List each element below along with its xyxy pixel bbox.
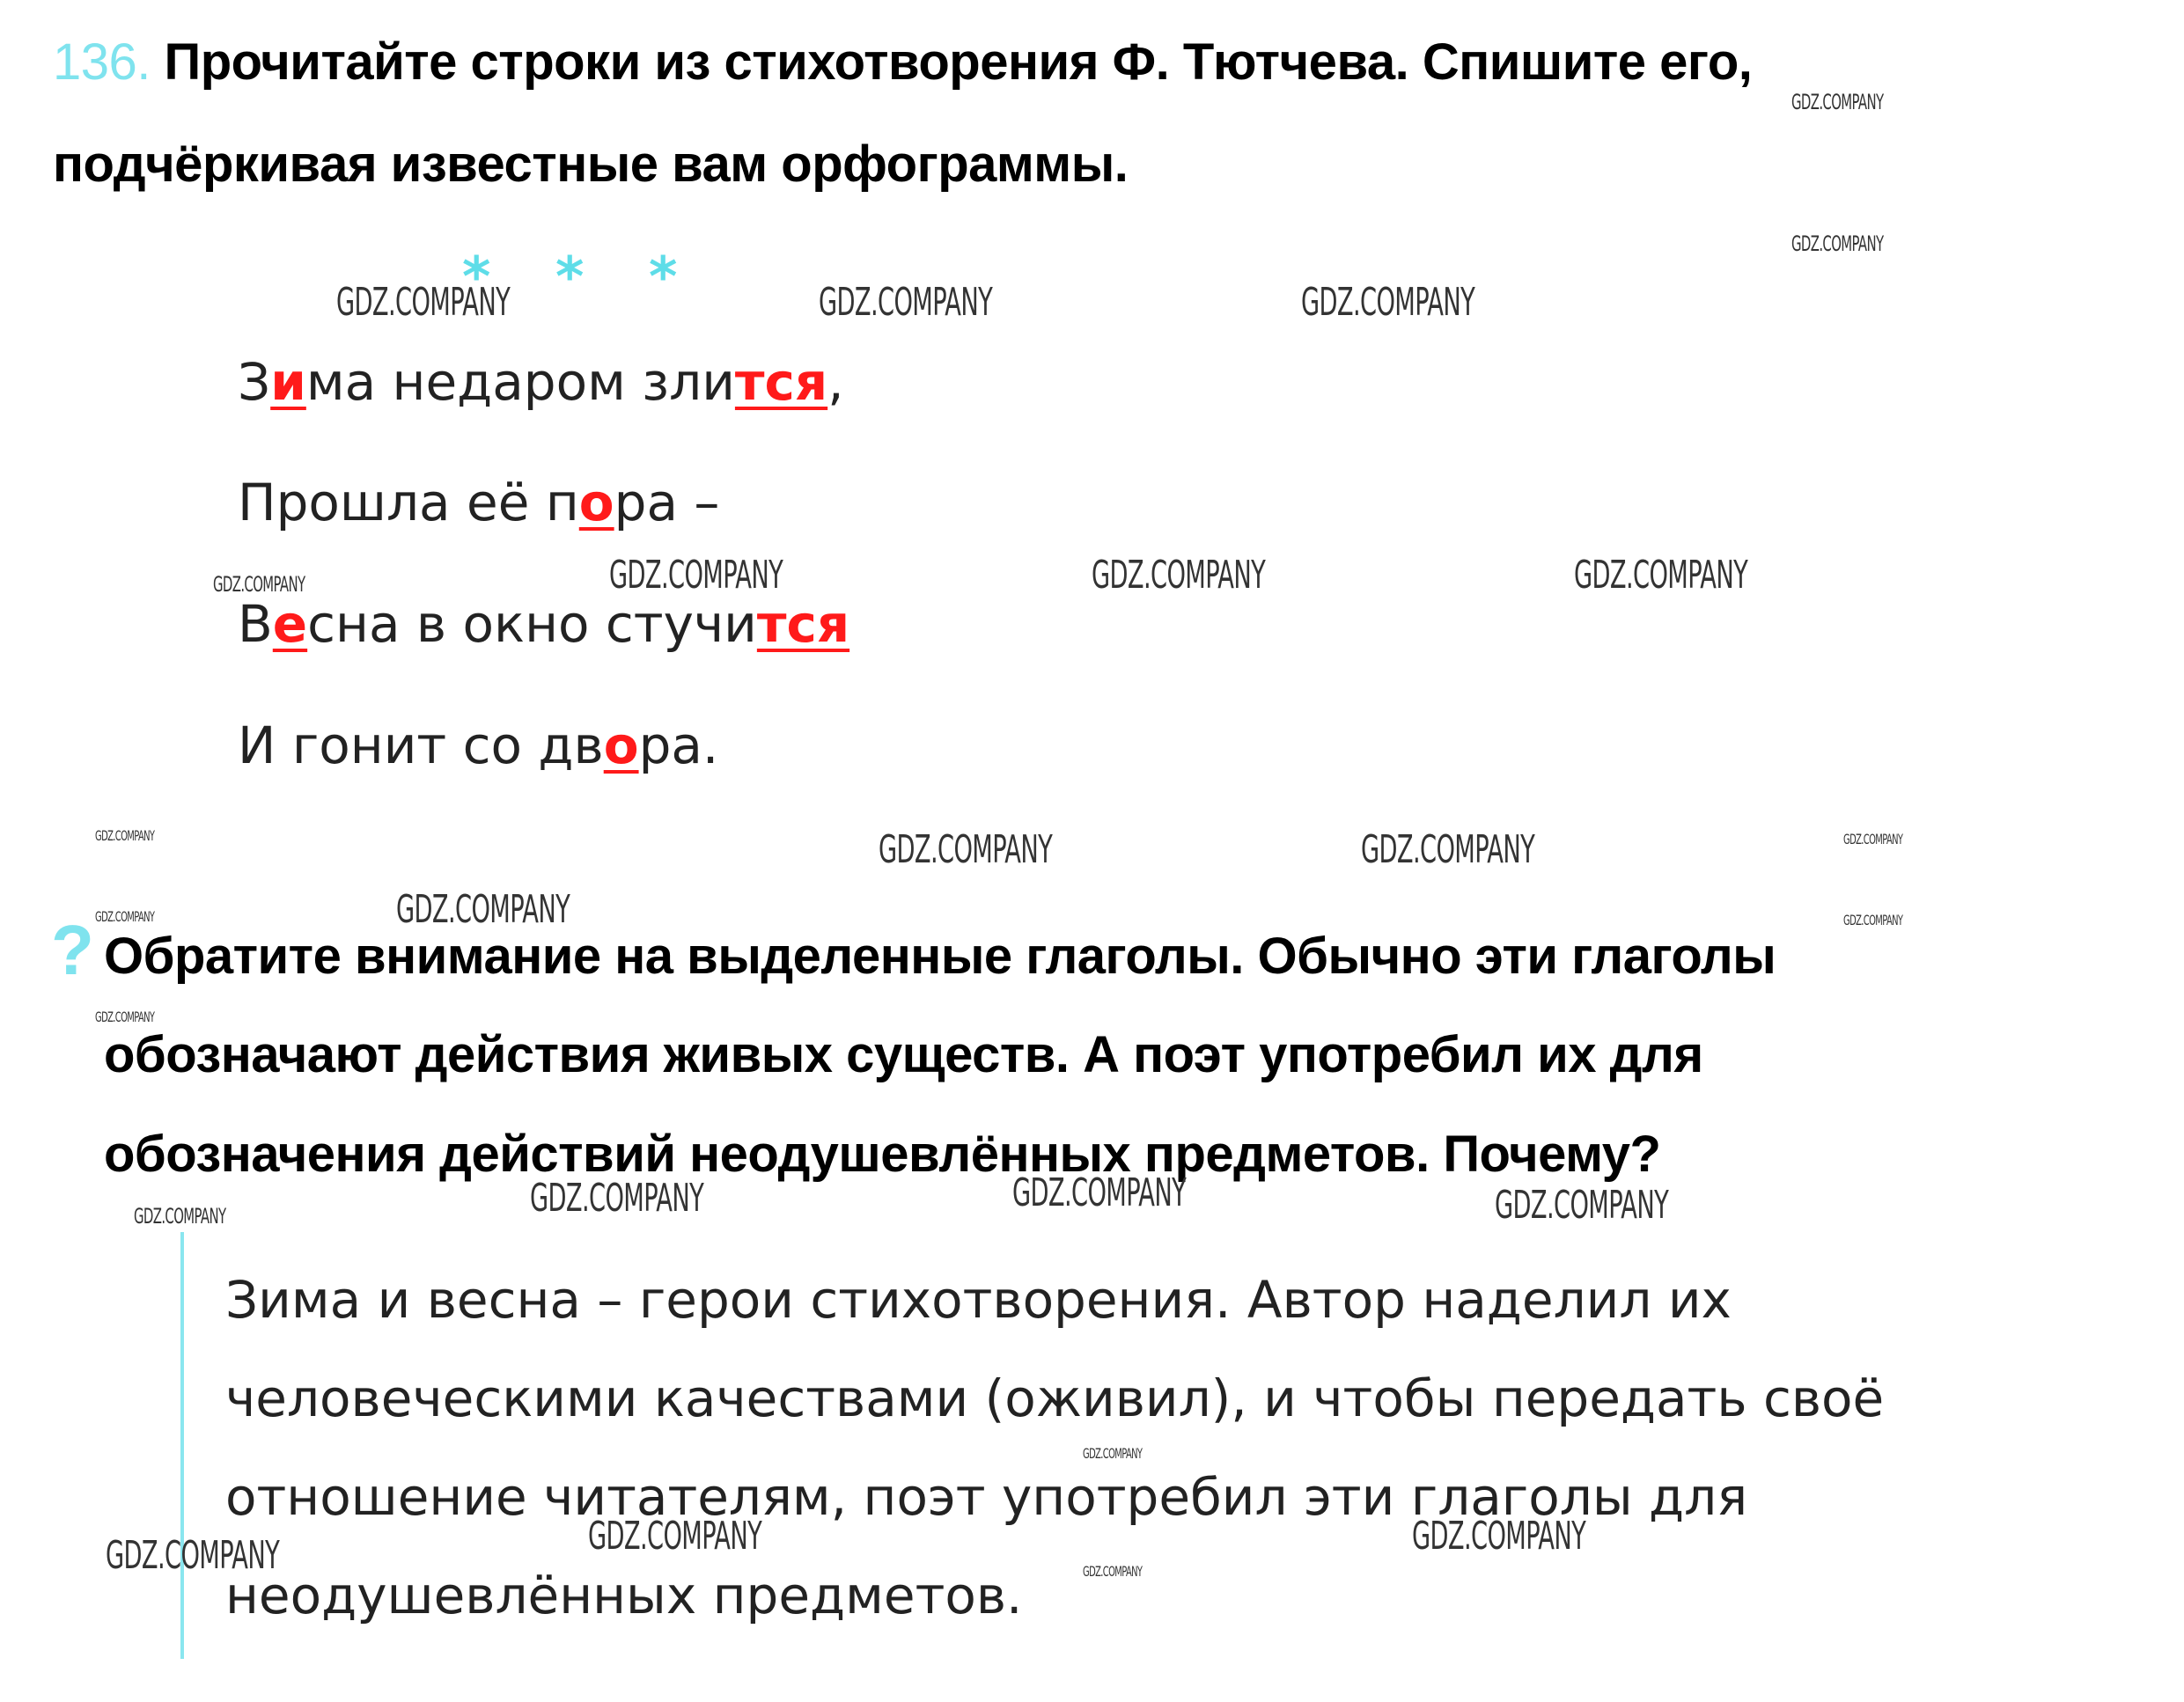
poem-text: , — [827, 352, 844, 412]
orthogram-mark: о — [603, 715, 639, 775]
answer-bar — [180, 1232, 184, 1659]
poem-text: В — [238, 594, 273, 654]
poem-text: ма недаром зли — [305, 352, 735, 412]
answer-line-1: Зима и весна – герои стихотворения. Автор наделил их — [225, 1270, 1732, 1330]
watermark: GDZ.COMPANY — [134, 1204, 226, 1229]
watermark: GDZ.COMPANY — [1495, 1183, 1669, 1228]
question-icon: ? — [51, 911, 94, 989]
watermark: GDZ.COMPANY — [1791, 90, 1884, 114]
answer-line-2: человеческими качествами (оживил), и чтобы передать своё — [225, 1368, 1885, 1428]
watermark: GDZ.COMPANY — [819, 280, 993, 325]
task-text-2: подчёркивая известные вам орфограммы. — [53, 136, 1129, 193]
poem-line-3 — [238, 594, 850, 654]
poem-text: ра – — [614, 473, 720, 532]
poem-stars: * * * — [462, 245, 701, 309]
watermark: GDZ.COMPANY — [95, 1009, 155, 1025]
watermark: GDZ.COMPANY — [1092, 553, 1266, 598]
watermark: GDZ.COMPANY — [1361, 827, 1535, 872]
watermark: GDZ.COMPANY — [1574, 553, 1748, 598]
watermark: GDZ.COMPANY — [879, 827, 1053, 872]
poem-text: И гонит со дв — [238, 715, 604, 775]
watermark: GDZ.COMPANY — [609, 553, 783, 598]
watermark: GDZ.COMPANY — [1843, 912, 1903, 928]
watermark: GDZ.COMPANY — [1843, 831, 1903, 847]
watermark: GDZ.COMPANY — [1791, 231, 1884, 256]
task-text-1: Прочитайте строки из стихотворения Ф. Тютчева. Спишите его, — [164, 33, 1753, 91]
poem-line-1 — [238, 352, 844, 412]
poem-text: ра. — [638, 715, 719, 775]
watermark: GDZ.COMPANY — [588, 1514, 762, 1559]
orthogram-mark: и — [270, 352, 306, 412]
question-line-3: обозначения действий неодушевлённых предметов. Почему? — [104, 1126, 1661, 1183]
task-heading-line-2 — [53, 136, 1129, 193]
orthogram-mark: о — [578, 473, 614, 532]
task-number: 136. — [53, 33, 151, 91]
poem-line-2 — [238, 473, 720, 532]
watermark: GDZ.COMPANY — [1083, 1445, 1143, 1462]
watermark: GDZ.COMPANY — [530, 1176, 704, 1221]
orthogram-mark: е — [272, 594, 308, 654]
watermark: GDZ.COMPANY — [1301, 280, 1475, 325]
question-line-1: Обратите внимание на выделенные глаголы. Обычно эти глаголы — [104, 928, 1776, 985]
watermark: GDZ.COMPANY — [1412, 1514, 1586, 1559]
orthogram-mark: тся — [734, 352, 828, 412]
watermark: GDZ.COMPANY — [336, 280, 511, 325]
watermark: GDZ.COMPANY — [213, 572, 305, 597]
watermark: GDZ.COMPANY — [106, 1533, 280, 1578]
poem-text: З — [238, 352, 271, 412]
watermark: GDZ.COMPANY — [1012, 1170, 1187, 1215]
watermark: GDZ.COMPANY — [1083, 1563, 1143, 1580]
question-line-2: обозначают действия живых существ. А поэт употребил их для — [104, 1026, 1703, 1083]
orthogram-mark: тся — [756, 594, 850, 654]
answer-line-4: неодушевлённых предметов. — [225, 1566, 1023, 1625]
watermark: GDZ.COMPANY — [95, 908, 155, 925]
answer-line-3: отношение читателям, поэт употребил эти глаголы для — [225, 1467, 1748, 1527]
poem-text: Прошла её п — [238, 473, 579, 532]
watermark: GDZ.COMPANY — [396, 887, 570, 932]
poem-text: сна в окно стучи — [307, 594, 757, 654]
watermark: GDZ.COMPANY — [95, 827, 155, 844]
task-heading-line-1 — [53, 33, 1753, 91]
poem-line-4 — [238, 715, 719, 775]
